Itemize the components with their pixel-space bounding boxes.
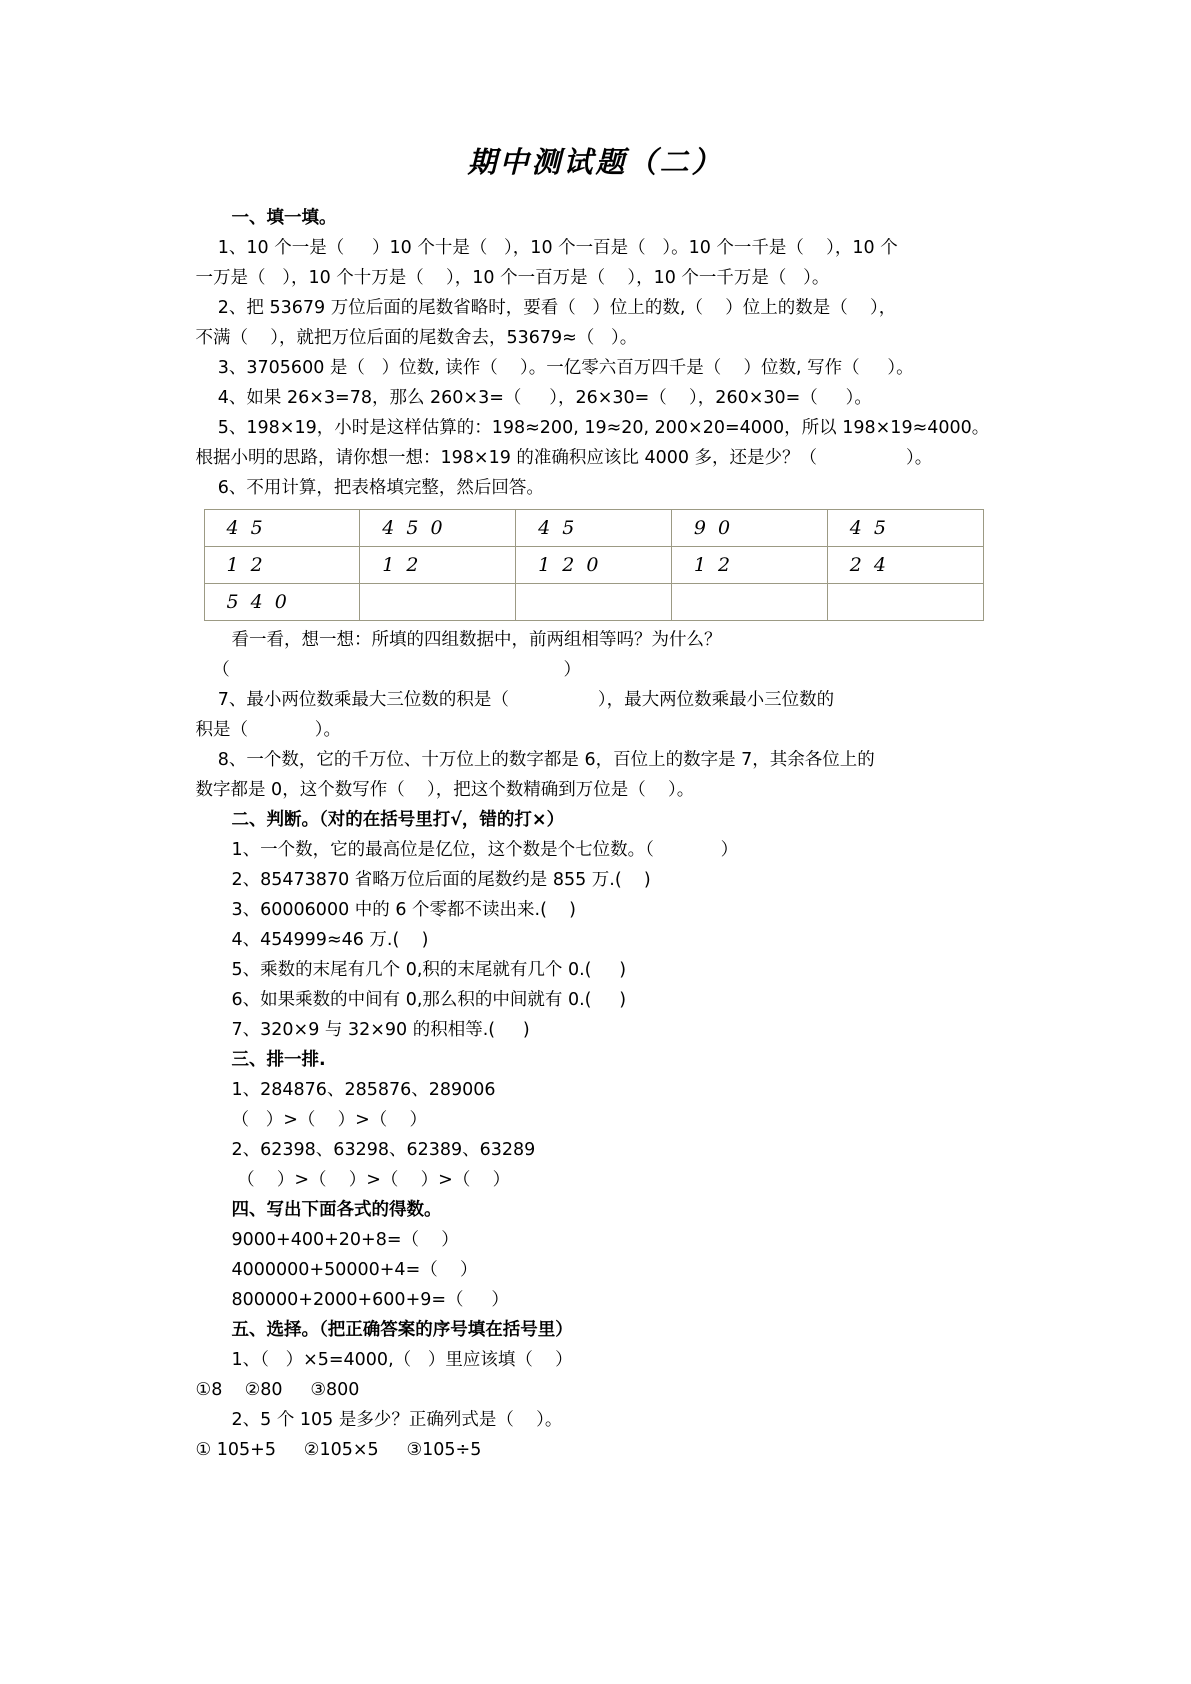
table-cell[interactable]: 4 5 <box>827 510 983 547</box>
section-heading-4: 四、写出下面各式的得数。 <box>231 1200 442 1220</box>
table-cell[interactable]: 4 5 <box>516 510 672 547</box>
question-6-table <box>204 509 984 621</box>
choice-question-2: 2、5 个 105 是多少？正确列式是（ ）。 <box>231 1410 563 1430</box>
order-item-1: 1、284876、285876、289006 <box>231 1080 496 1100</box>
order-item-2: 2、62398、63298、62389、63289 <box>231 1140 536 1160</box>
table-cell[interactable] <box>360 584 516 621</box>
table-cell[interactable] <box>671 584 827 621</box>
section-heading-5: 五、选择。（把正确答案的序号填在括号里） <box>231 1320 573 1340</box>
question-5-line-2: 根据小明的思路，请你想一想：198×19 的准确积应该比 4000 多，还是少？（ ）。 <box>195 448 933 468</box>
table-cell[interactable]: 1 2 <box>360 547 516 584</box>
question-1-line-1: 1、10 个一是（ ）10 个十是（ ），10 个一百是（ ）。10 个一千是（ ），10 个 <box>195 238 898 258</box>
judge-item-5: 5、乘数的末尾有几个 0,积的末尾就有几个 0.( ) <box>231 960 627 980</box>
question-1-line-2: 一万是（ ），10 个十万是（ ），10 个一百万是（ ），10 个一千万是（ ）。 <box>195 268 830 288</box>
table-cell[interactable]: 1 2 0 <box>516 547 672 584</box>
choice-question-1: 1、（ ）×5=4000,（ ）里应该填（ ） <box>231 1350 573 1370</box>
page-title: 期中测试题（二） <box>467 145 724 179</box>
expression-item-2[interactable]: 4000000+50000+4=（ ） <box>231 1260 478 1280</box>
section-heading-3: 三、排一排. <box>231 1050 326 1070</box>
table-cell[interactable]: 4 5 <box>204 510 360 547</box>
table-cell[interactable] <box>827 584 983 621</box>
question-8-line-2: 数字都是 0，这个数写作（ ），把这个数精确到万位是（ ）。 <box>195 780 695 800</box>
question-6-followup: 看一看，想一想：所填的四组数据中，前两组相等吗？为什么？ <box>231 630 722 650</box>
question-7-line-1: 7、最小两位数乘最大三位数的积是（ ），最大两位数乘最小三位数的 <box>195 690 835 710</box>
judge-item-1: 1、一个数，它的最高位是亿位，这个数是个七位数。（ ） <box>231 840 739 860</box>
question-5-line-1: 5、198×19，小时是这样估算的：198≈200, 19≈20, 200×20=4000，所以 198×19≈4000。 <box>195 418 990 438</box>
table-cell[interactable]: 5 4 0 <box>204 584 360 621</box>
question-6: 6、不用计算，把表格填完整，然后回答。 <box>195 478 544 498</box>
judge-item-4: 4、454999≈46 万.( ) <box>231 930 429 950</box>
choice-options-2[interactable]: ① 105+5 ②105×5 ③105÷5 <box>195 1440 482 1460</box>
judge-item-2: 2、85473870 省略万位后面的尾数约是 855 万.( ) <box>231 870 651 890</box>
question-2-line-2: 不满（ ），就把万位后面的尾数舍去，53679≈（ ）。 <box>195 328 638 348</box>
question-4: 4、如果 26×3=78，那么 260×3=（ ），26×30=（ ），260×30=（ ）。 <box>195 388 872 408</box>
table-cell[interactable]: 4 5 0 <box>360 510 516 547</box>
question-7-line-2: 积是（ ）。 <box>195 720 342 740</box>
table-row <box>204 510 983 547</box>
section-heading-2: 二、判断。（对的在括号里打√，错的打×） <box>231 810 565 830</box>
section-heading-1: 一、填一填。 <box>231 208 337 228</box>
expression-item-1[interactable]: 9000+400+20+8=（ ） <box>231 1230 459 1250</box>
question-3: 3、3705600 是（ ）位数, 读作（ ）。一亿零六百万四千是（ ）位数, 写作（ ）。 <box>195 358 914 378</box>
table-cell[interactable]: 2 4 <box>827 547 983 584</box>
question-6-answer-blank[interactable]: （ ） <box>195 660 581 680</box>
order-blank-2[interactable]: （ ）>（ ）>（ ）>（ ） <box>231 1170 511 1190</box>
table-cell[interactable]: 1 2 <box>204 547 360 584</box>
order-blank-1[interactable]: （ ）>（ ）>（ ） <box>231 1110 428 1130</box>
exam-content <box>196 181 996 1465</box>
question-8-line-1: 8、一个数，它的千万位、十万位上的数字都是 6，百位上的数字是 7，其余各位上的 <box>195 750 875 770</box>
table-cell[interactable]: 1 2 <box>671 547 827 584</box>
expression-item-3[interactable]: 800000+2000+600+9=（ ） <box>231 1290 509 1310</box>
table-cell[interactable] <box>516 584 672 621</box>
judge-item-6: 6、如果乘数的中间有 0,那么积的中间就有 0.( ) <box>231 990 627 1010</box>
table-row <box>204 547 983 584</box>
question-2-line-1: 2、把 53679 万位后面的尾数省略时，要看（ ）位上的数,（ ）位上的数是（ ）， <box>195 298 897 318</box>
judge-item-7: 7、320×9 与 32×90 的积相等.( ) <box>231 1020 530 1040</box>
table-row <box>204 584 983 621</box>
judge-item-3: 3、60006000 中的 6 个零都不读出来.( ) <box>231 900 576 920</box>
choice-options-1[interactable]: ①8 ②80 ③800 <box>195 1380 360 1400</box>
table-cell[interactable]: 9 0 <box>671 510 827 547</box>
